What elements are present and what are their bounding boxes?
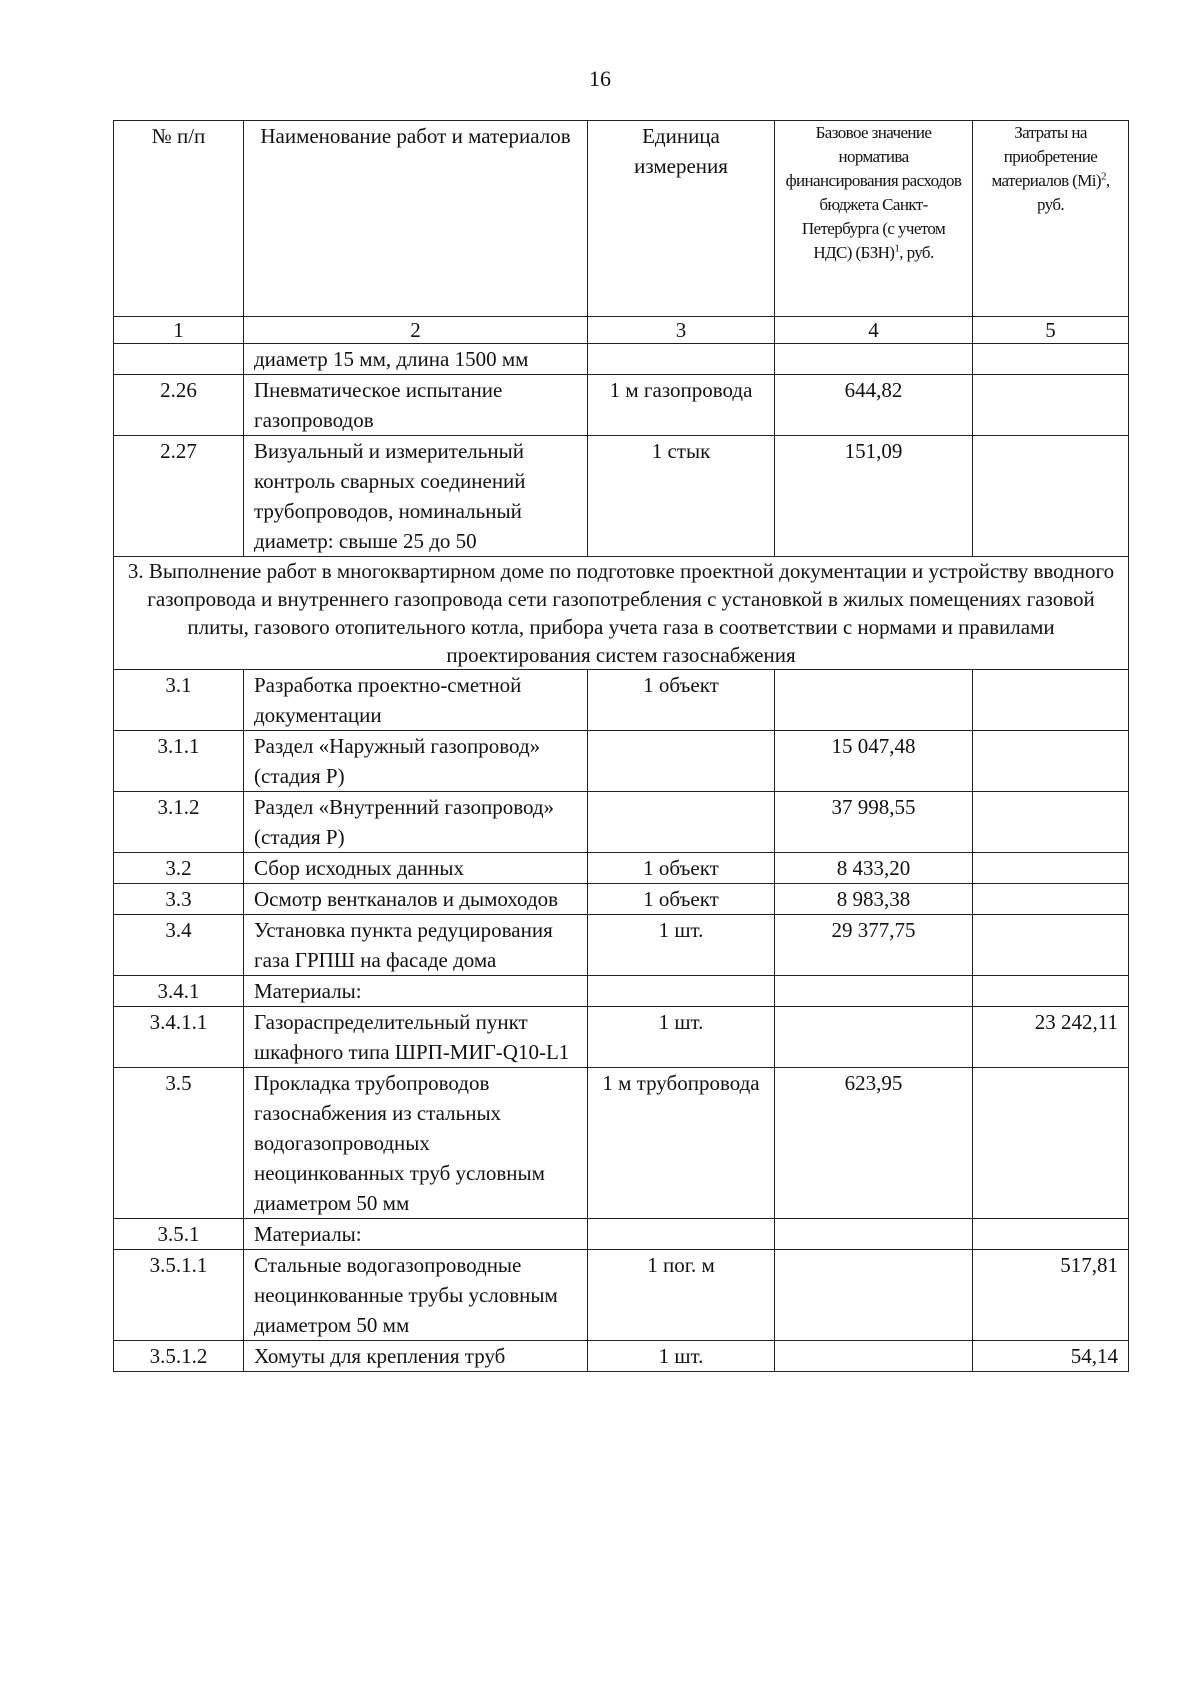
row-number: 3.1.2 xyxy=(114,792,244,853)
row-materials-cost: 54,14 xyxy=(973,1341,1129,1372)
row-name: Раздел «Внутренний газопровод» (стадия Р) xyxy=(244,792,588,853)
table-row xyxy=(114,1250,1129,1341)
row-name: Газораспределительный пункт шкафного типа ШРП-МИГ-Q10-L1 xyxy=(244,1007,588,1068)
table-row xyxy=(114,792,1129,853)
row-base-value xyxy=(775,976,973,1007)
header-unit: Единица измерения xyxy=(588,121,775,317)
row-unit: 1 м газопровода xyxy=(588,375,775,436)
column-number: 4 xyxy=(775,317,973,344)
table-row xyxy=(114,375,1129,436)
table-row xyxy=(114,436,1129,557)
row-unit xyxy=(588,344,775,375)
rows-after-section xyxy=(114,670,1129,1372)
row-base-value xyxy=(775,1250,973,1341)
row-number: 3.5.1 xyxy=(114,1219,244,1250)
row-number: 2.27 xyxy=(114,436,244,557)
table-header-row xyxy=(114,121,1129,317)
row-name: Установка пункта редуцирования газа ГРПШ на фасаде дома xyxy=(244,915,588,976)
row-number: 3.4.1.1 xyxy=(114,1007,244,1068)
row-unit: 1 м трубопровода xyxy=(588,1068,775,1219)
row-unit: 1 шт. xyxy=(588,1341,775,1372)
rows-before-section xyxy=(114,344,1129,557)
row-base-value xyxy=(775,1007,973,1068)
table-row xyxy=(114,915,1129,976)
table-row xyxy=(114,670,1129,731)
column-number-row xyxy=(114,317,1129,344)
row-base-value: 8 983,38 xyxy=(775,884,973,915)
section-heading: 3. Выполнение работ в многоквартирном доме по подготовке проектной документации и устройству вводного газопровода и внутреннего газопровода сети газопотребления с установкой в жилых помещениях газовой плиты, газового отопительного котла, прибора учета газа в соответствии с нормами и правилами проектирования систем газоснабжения xyxy=(114,557,1129,670)
row-unit: 1 объект xyxy=(588,853,775,884)
row-number: 3.5.1.2 xyxy=(114,1341,244,1372)
row-base-value: 37 998,55 xyxy=(775,792,973,853)
row-materials-cost xyxy=(973,1219,1129,1250)
row-name: Сбор исходных данных xyxy=(244,853,588,884)
row-number: 3.2 xyxy=(114,853,244,884)
table-row xyxy=(114,1219,1129,1250)
section-heading-row xyxy=(114,557,1129,670)
row-unit xyxy=(588,792,775,853)
row-materials-cost xyxy=(973,731,1129,792)
row-name: диаметр 15 мм, длина 1500 мм xyxy=(244,344,588,375)
row-base-value: 151,09 xyxy=(775,436,973,557)
header-num: № п/п xyxy=(114,121,244,317)
row-unit xyxy=(588,1219,775,1250)
row-number: 3.1 xyxy=(114,670,244,731)
column-number: 2 xyxy=(244,317,588,344)
row-base-value: 644,82 xyxy=(775,375,973,436)
row-number: 2.26 xyxy=(114,375,244,436)
row-materials-cost xyxy=(973,1068,1129,1219)
row-number: 3.3 xyxy=(114,884,244,915)
table-row xyxy=(114,853,1129,884)
row-materials-cost xyxy=(973,884,1129,915)
row-materials-cost: 23 242,11 xyxy=(973,1007,1129,1068)
row-unit: 1 пог. м xyxy=(588,1250,775,1341)
table-row xyxy=(114,731,1129,792)
row-name: Материалы: xyxy=(244,1219,588,1250)
table-row xyxy=(114,976,1129,1007)
row-unit: 1 стык xyxy=(588,436,775,557)
row-materials-cost xyxy=(973,853,1129,884)
row-name: Стальные водогазопроводные неоцинкованные трубы условным диаметром 50 мм xyxy=(244,1250,588,1341)
row-base-value: 15 047,48 xyxy=(775,731,973,792)
page-number: 16 xyxy=(589,66,611,91)
row-unit: 1 объект xyxy=(588,670,775,731)
row-name: Материалы: xyxy=(244,976,588,1007)
row-materials-cost xyxy=(973,976,1129,1007)
row-name: Осмотр вентканалов и дымоходов xyxy=(244,884,588,915)
row-number: 3.5.1.1 xyxy=(114,1250,244,1341)
row-unit: 1 шт. xyxy=(588,1007,775,1068)
row-name: Пневматическое испытание газопроводов xyxy=(244,375,588,436)
column-number: 3 xyxy=(588,317,775,344)
row-name: Прокладка трубопроводов газоснабжения из стальных водогазопроводных неоцинкованных труб условным диаметром 50 мм xyxy=(244,1068,588,1219)
table-row xyxy=(114,1068,1129,1219)
row-name: Хомуты для крепления труб xyxy=(244,1341,588,1372)
row-materials-cost xyxy=(973,915,1129,976)
row-base-value: 623,95 xyxy=(775,1068,973,1219)
row-number: 3.4.1 xyxy=(114,976,244,1007)
norms-table xyxy=(113,120,1129,1372)
column-number: 1 xyxy=(114,317,244,344)
row-number: 3.1.1 xyxy=(114,731,244,792)
header-name: Наименование работ и материалов xyxy=(244,121,588,317)
row-materials-cost xyxy=(973,670,1129,731)
column-number: 5 xyxy=(973,317,1129,344)
header-material-costs: Затраты на приобретение материалов $(Mi)^2$, руб. xyxy=(973,121,1129,317)
table-row xyxy=(114,1341,1129,1372)
section-3 xyxy=(114,557,1129,670)
row-base-value xyxy=(775,1219,973,1250)
row-base-value xyxy=(775,344,973,375)
row-number: 3.5 xyxy=(114,1068,244,1219)
table-row xyxy=(114,344,1129,375)
row-name: Разработка проектно-сметной документации xyxy=(244,670,588,731)
row-number xyxy=(114,344,244,375)
row-materials-cost xyxy=(973,436,1129,557)
row-base-value: 29 377,75 xyxy=(775,915,973,976)
row-materials-cost xyxy=(973,344,1129,375)
header-base-value: Базовое значение норматива финансирования расходов бюджета Санкт-Петербурга (с учетом НДС) (БЗН)$^1$, руб. xyxy=(775,121,973,317)
row-name: Раздел «Наружный газопровод» (стадия Р) xyxy=(244,731,588,792)
row-unit xyxy=(588,731,775,792)
row-base-value: 8 433,20 xyxy=(775,853,973,884)
row-base-value xyxy=(775,670,973,731)
row-materials-cost: 517,81 xyxy=(973,1250,1129,1341)
row-unit: 1 шт. xyxy=(588,915,775,976)
row-base-value xyxy=(775,1341,973,1372)
row-unit xyxy=(588,976,775,1007)
table-row xyxy=(114,884,1129,915)
row-number: 3.4 xyxy=(114,915,244,976)
table-row xyxy=(114,1007,1129,1068)
row-name: Визуальный и измерительный контроль сварных соединений трубопроводов, номинальный диаметр: свыше 25 до 50 xyxy=(244,436,588,557)
row-materials-cost xyxy=(973,792,1129,853)
row-unit: 1 объект xyxy=(588,884,775,915)
row-materials-cost xyxy=(973,375,1129,436)
